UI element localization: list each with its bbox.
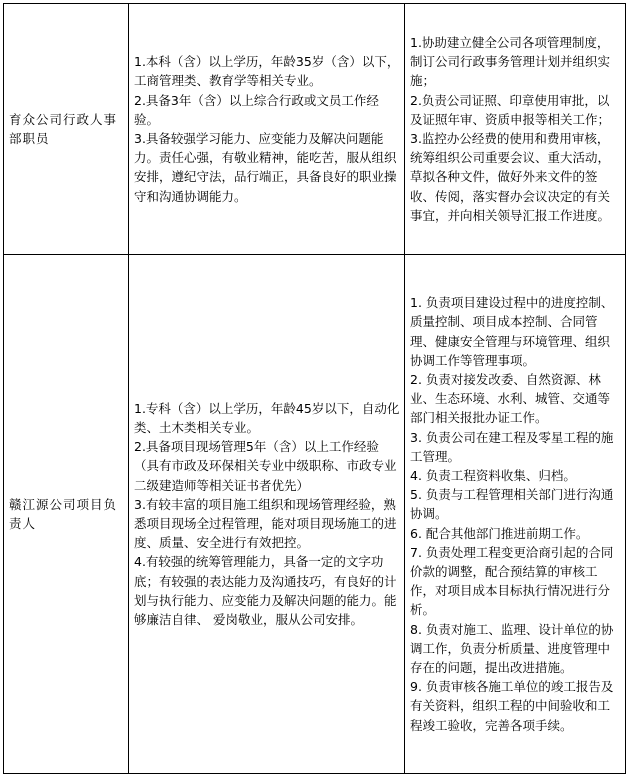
duty-item: 7. 负责处理工程变更洽商引起的合同价款的调整，配合预结算的审核工作，对项目成本目标执行情况进行分析。 [410, 544, 614, 618]
requirement-item: 2.具备3年（含）以上综合行政或文员工作经验。 [134, 92, 379, 127]
position-cell [4, 4, 129, 255]
duty-item: 1.协助建立健全公司各项管理制度，制订公司行政事务管理计划并组织实施； [410, 34, 611, 89]
duty-item: 3.监控办公经费的使用和费用审核，统筹组织公司重要会议、重大活动，草拟各种文件，做好外来文件的签收、传阅，落实督办会议决定的有关事宜，并向相关领导汇报工作进度。 [410, 131, 611, 223]
duty-item: 2. 负责对接发改委、自然资源、林业、生态环境、水利、城管、交通等部门相关报批办证工作。 [410, 371, 611, 426]
requirement-item: 4.有较强的统筹管理能力，具备一定的文字功底；有较强的表达能力及沟通技巧，有良好的计划与执行能力、应变能力及解决问题的能力。能够廉洁自律、 爱岗敬业，服从公司安排。 [134, 554, 397, 628]
table-row [4, 4, 626, 255]
duty-item: 9. 负责审核各施工单位的竣工报告及有关资料，组织工程的中间验收和工程竣工验收，完善各项手续。 [410, 679, 614, 733]
requirement-item: 3.具备较强学习能力、应变能力及解决问题能力。责任心强，有敬业精神，能吃苦，服从组织安排，遵纪守法，品行端正，具备良好的职业操守和沟通协调能力。 [134, 131, 397, 204]
duty-item: 8. 负责对施工、监理、设计单位的协调工作，负责分析质量、进度管理中存在的问题，提出改进措施。 [410, 621, 614, 676]
requirement-item: 1.专科（含）以上学历，年龄45岁以下，自动化类、土木类相关专业。 [134, 400, 400, 435]
job-requirements-table [3, 3, 626, 774]
duty-item: 3. 负责公司在建工程及零星工程的施工管理。 [410, 429, 614, 464]
requirement-item: 3.有较丰富的项目施工组织和现场管理经验，熟悉项目现场全过程管理，能对项目现场施工的进度、质量、安全进行有效把控。 [134, 496, 397, 551]
table-row [4, 255, 626, 774]
position-title: 育众公司行政人事部职员 [9, 111, 118, 146]
requirement-item: 1.本科（含）以上学历，年龄35岁（含）以下，工商管理类、教育学等相关专业。 [134, 54, 400, 89]
requirements-cell [129, 4, 405, 255]
requirements-cell [129, 255, 405, 774]
position-cell [4, 255, 129, 774]
duties-cell [405, 4, 626, 255]
position-title: 赣江源公司项目负责人 [9, 496, 118, 531]
duty-item: 2.负责公司证照、印章使用审批，以及证照年审、资质申报等相关工作； [410, 92, 611, 127]
duty-item: 1. 负责项目建设过程中的进度控制、质量控制、项目成本控制、合同管理、健康安全管理与环境管理、组织协调工作等管理事项。 [410, 295, 614, 368]
requirement-item: 2.具备项目现场管理5年（含）以上工作经验（具有市政及环保相关专业中级职称、市政专业二级建造师等相关证书者优先） [134, 439, 397, 493]
duty-item: 5. 负责与工程管理相关部门进行沟通协调。 [410, 487, 614, 522]
duty-item: 6. 配合其他部门推进前期工作。 [410, 525, 589, 541]
duty-item: 4. 负责工程资料收集、归档。 [410, 467, 576, 483]
duties-cell [405, 255, 626, 774]
